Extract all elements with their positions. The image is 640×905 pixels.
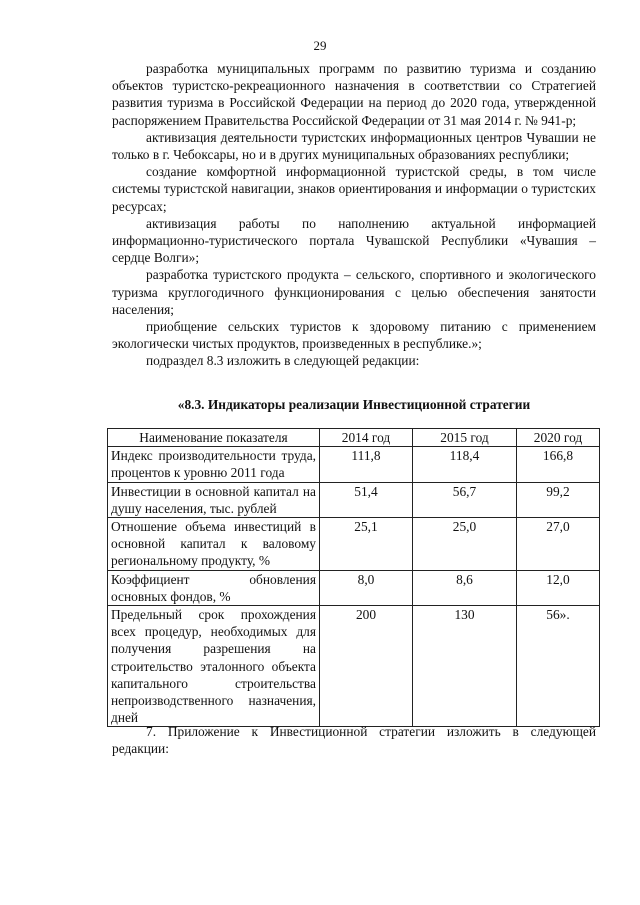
table-row (108, 447, 600, 482)
indicator-name: Коэффициент обновления основных фондов, % (108, 570, 320, 605)
section-title: «8.3. Индикаторы реализации Инвестиционной стратегии (177, 397, 531, 412)
value-2014: 200 (320, 606, 413, 727)
value-2020: 12,0 (517, 570, 600, 605)
value-2015: 118,4 (413, 447, 517, 482)
table-header-row (108, 429, 600, 447)
body-text (112, 60, 596, 370)
indicator-name: Инвестиции в основной капитал на душу населения, тыс. рублей (108, 482, 320, 517)
paragraph: подраздел 8.3 изложить в следующей редакции: (146, 353, 420, 369)
value-2015: 130 (413, 606, 517, 727)
value-2015: 56,7 (413, 482, 517, 517)
value-2014: 111,8 (320, 447, 413, 482)
column-header: 2015 год (413, 429, 517, 447)
value-2015: 25,0 (413, 518, 517, 571)
indicator-name: Отношение объема инвестиций в основной капитал к валовому региональному продукту, % (108, 518, 320, 571)
table-row (108, 482, 600, 517)
closing-text (112, 723, 596, 757)
paragraph: 7. Приложение к Инвестиционной стратегии изложить в следующей редакции: (112, 724, 596, 757)
value-2020: 166,8 (517, 447, 600, 482)
column-header: 2014 год (320, 429, 413, 447)
paragraph: разработка муниципальных программ по развитию туризма и созданию объектов туристско-рекреационного назначения в соответствии со Стратегией развития туризма в Российской Федерации на период до 2020 года, утвержденной распоряжением Правительства Российской Федерации от 31 мая 2014 г. № 941-р; (112, 61, 596, 128)
value-2020: 99,2 (517, 482, 600, 517)
page-number: 29 (313, 38, 327, 53)
column-header: 2020 год (517, 429, 600, 447)
value-2020: 56». (517, 606, 600, 727)
table-row (108, 570, 600, 605)
value-2014: 51,4 (320, 482, 413, 517)
table-row (108, 518, 600, 571)
paragraph: активизация работы по наполнению актуальной информацией информационно-туристического портала Чувашской Республики «Чувашия – сердце Волги»; (112, 215, 596, 266)
value-2020: 27,0 (517, 518, 600, 571)
paragraph: разработка туристского продукта – сельского, спортивного и экологического туризма круглогодичного функционирования с целью обеспечения занятости населения; (112, 267, 596, 317)
paragraph: активизация деятельности туристских информационных центров Чувашии не только в г. Чебоксары, но и в других муниципальных образованиях республики; (112, 129, 596, 163)
value-2014: 8,0 (320, 570, 413, 605)
indicator-name: Предельный срок прохождения всех процедур, необходимых для получения разрешения на строительство эталонного объекта капитального строительства непроизводственного назначения, дней (108, 606, 320, 727)
value-2014: 25,1 (320, 518, 413, 571)
column-header: Наименование показателя (108, 429, 320, 447)
indicator-name: Индекс производительности труда, процентов к уровню 2011 года (108, 447, 320, 482)
indicators-table (107, 428, 600, 727)
paragraph: приобщение сельских туристов к здоровому питанию с применением экологически чистых продуктов, произведенных в республике.»; (112, 319, 596, 352)
paragraph: создание комфортной информационной туристской среды, в том числе системы туристской навигации, знаков ориентирования и информации о туристских ресурсах; (112, 164, 596, 214)
table-row (108, 606, 600, 727)
value-2015: 8,6 (413, 570, 517, 605)
